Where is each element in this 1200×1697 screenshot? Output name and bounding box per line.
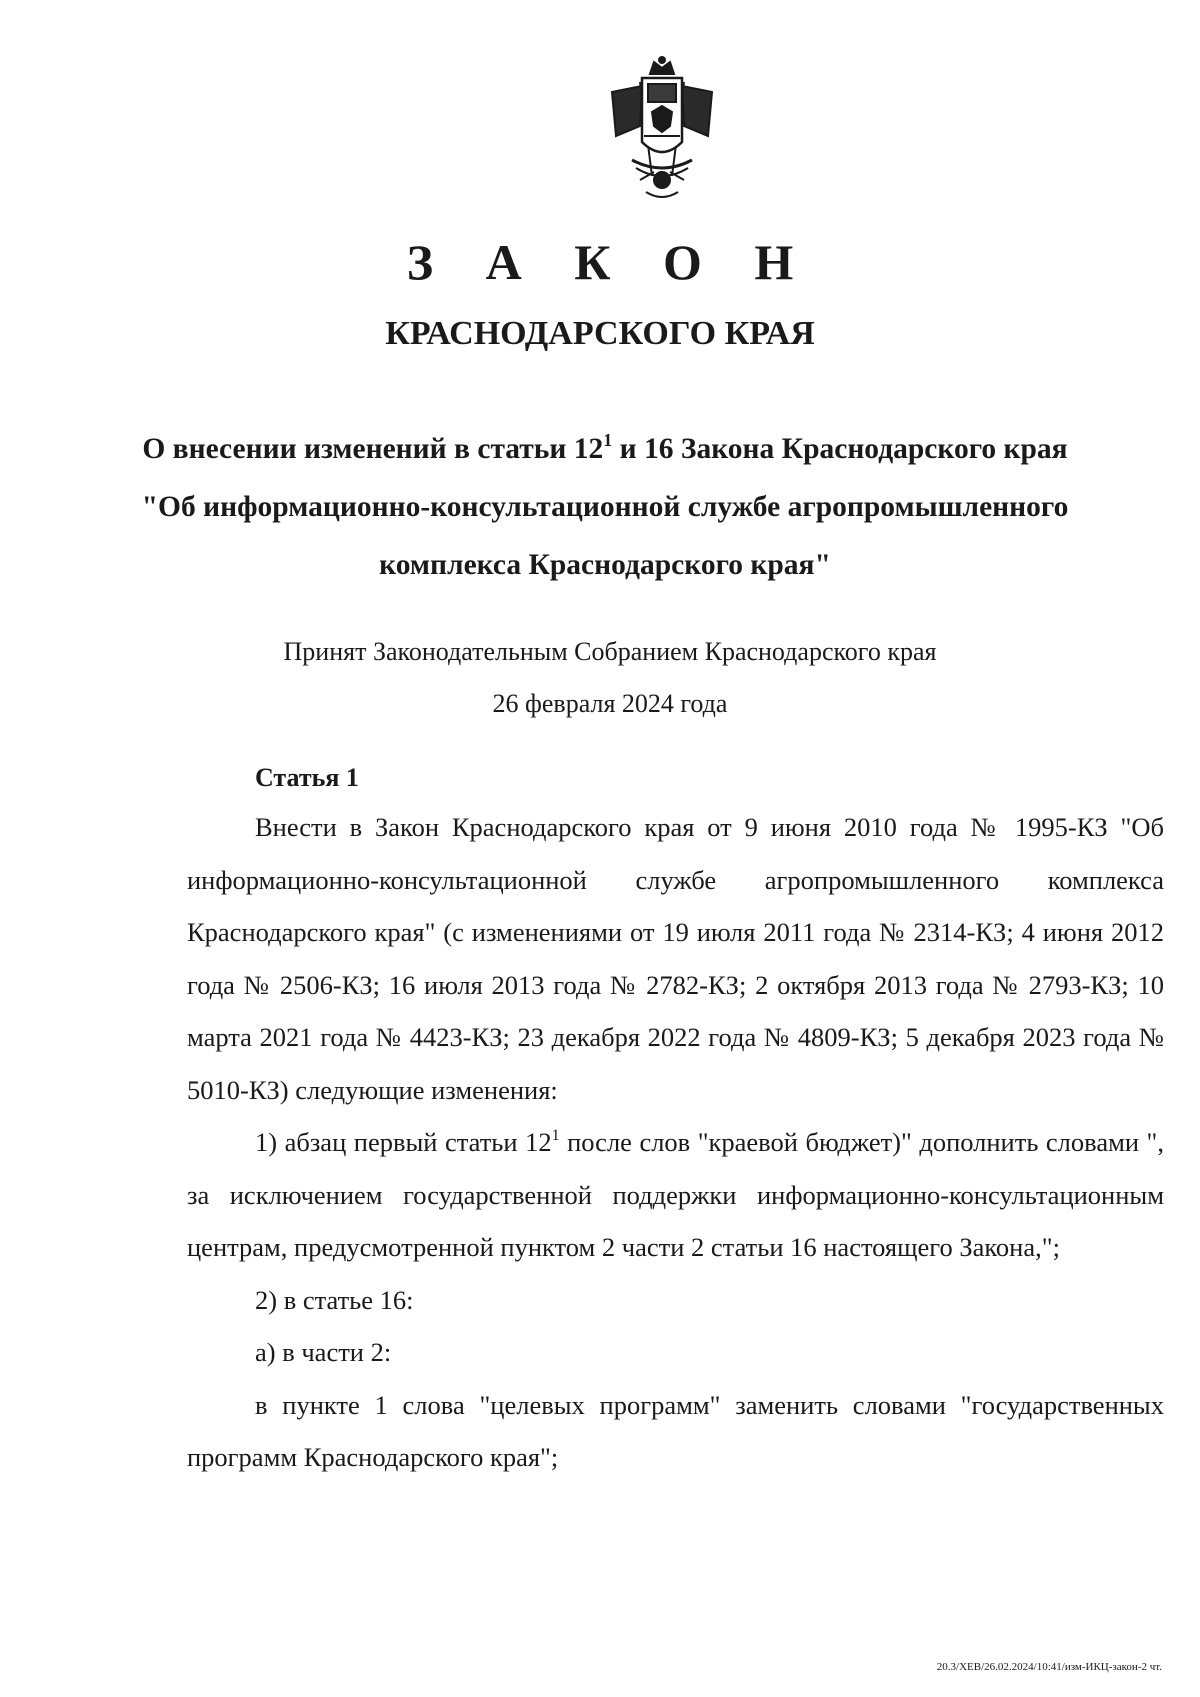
law-name-superscript: 1	[603, 430, 613, 450]
paragraph-intro: Внести в Закон Краснодарского края от 9 июня 2010 года № 1995-КЗ "Об информационно-консультационной службе агропромышленного комплекса Краснодарского края" (с изменениями от 19 июля 2011 года № 2314-КЗ; 4 июня 2012 года № 2506-КЗ; 16 июля 2013 года № 2782-КЗ; 2 октября 2013 года № 2793-КЗ; 10 марта 2021 года № 4423-КЗ; 23 декабря 2022 года № 4809-КЗ; 5 декабря 2023 года № 5010-КЗ) следующие изменения:	[187, 812, 1164, 1105]
item1-superscript: 1	[551, 1127, 560, 1144]
krasnodar-krai-coat-of-arms-icon	[596, 56, 728, 206]
adopted-date: 26 февраля 2024 года	[492, 689, 728, 718]
paragraph-item-1	[187, 1116, 1164, 1274]
item1-part-b: после слов "краевой бюджет)" дополнить словами ", за исключением государственной поддержки информационно-консультационным центрам, предусмотренной пунктом 2 части 2 статьи 16 настоящего Закона,";	[187, 1127, 1164, 1262]
document-title: З А К О Н	[406, 234, 814, 290]
article-body	[187, 801, 1164, 1484]
footer-code: 20.3/ХЕВ/26.02.2024/10:41/изм-ИКЦ-закон-2 чт.	[936, 1661, 1162, 1673]
paragraph-item-2: 2) в статье 16:	[255, 1284, 414, 1315]
adoption-info	[0, 626, 1200, 730]
adopted-line: Принят Законодательным Собранием Краснодарского края	[283, 637, 937, 666]
paragraph-item-2a: а) в части 2:	[255, 1337, 392, 1367]
paragraph-item-2a-text: в пункте 1 слова "целевых программ" заменить словами "государственных программ Краснодарского края";	[187, 1389, 1164, 1472]
item1-part-a: 1) абзац первый статьи 12	[255, 1127, 552, 1157]
law-name	[120, 420, 1090, 594]
article-heading: Статья 1	[255, 763, 359, 792]
law-name-part2: и 16 Закона Краснодарского края "Об информационно-консультационной службе агропромышленного комплекса Краснодарского края"	[141, 433, 1069, 581]
document-subtitle: КРАСНОДАРСКОГО КРАЯ	[385, 315, 815, 352]
law-name-part1: О внесении изменений в статьи 12	[142, 433, 604, 465]
